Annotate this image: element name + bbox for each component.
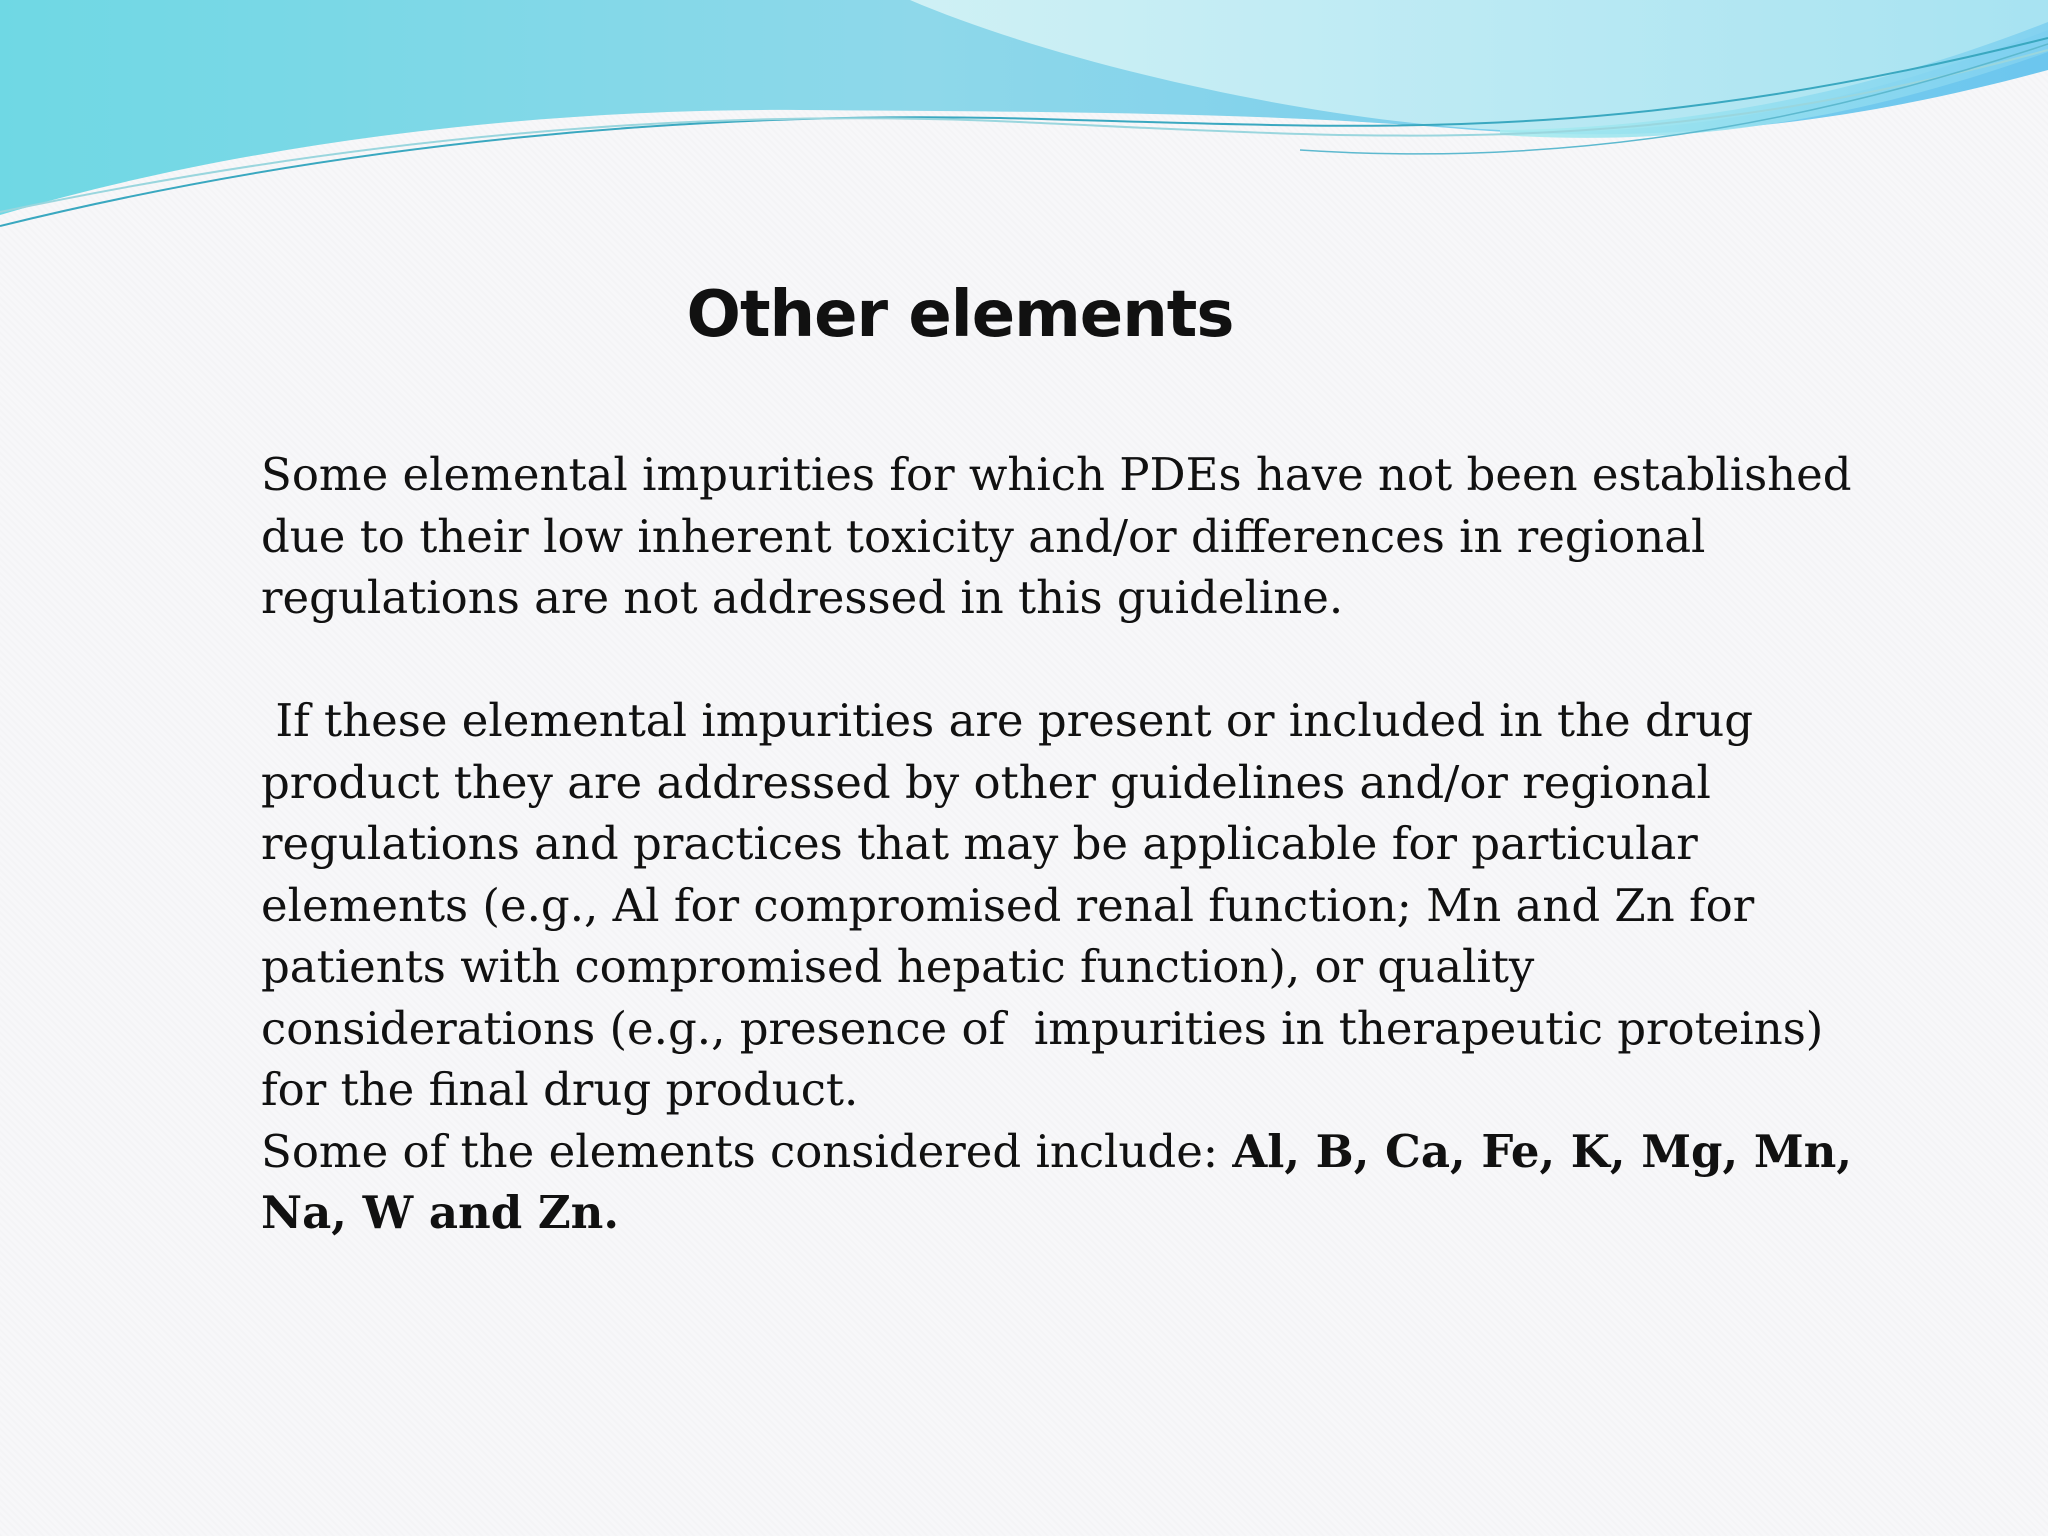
paragraph-other-guidelines: If these elemental impurities are present or included in the drug product they are addressed by other guidelines and/or regional regulations and practices that may be applicable for particular elements (e.g., Al for compromised renal function; Mn and Zn for patients with compromised hepatic function), or quality considerations (e.g., presence of impurities in therapeutic proteins) for the final drug product. (261, 694, 1838, 1116)
elements-lead-text: Some of the elements considered include: (261, 1124, 1233, 1178)
paragraph-intro: Some elemental impurities for which PDEs have not been established due to their low inherent toxicity and/or differences in regional regulations are not addressed in this guideline. (261, 448, 1866, 624)
elements-list-bold: Al, B, Ca, Fe, K, Mg, Mn, Na, W and Zn. (261, 1124, 1868, 1239)
paragraph-spacer (261, 629, 1881, 691)
slide-body (261, 444, 1881, 1244)
slide-title: Other elements (686, 278, 1234, 352)
header-wave-decoration (0, 0, 2048, 240)
paragraph-elements-list (261, 1121, 1881, 1244)
